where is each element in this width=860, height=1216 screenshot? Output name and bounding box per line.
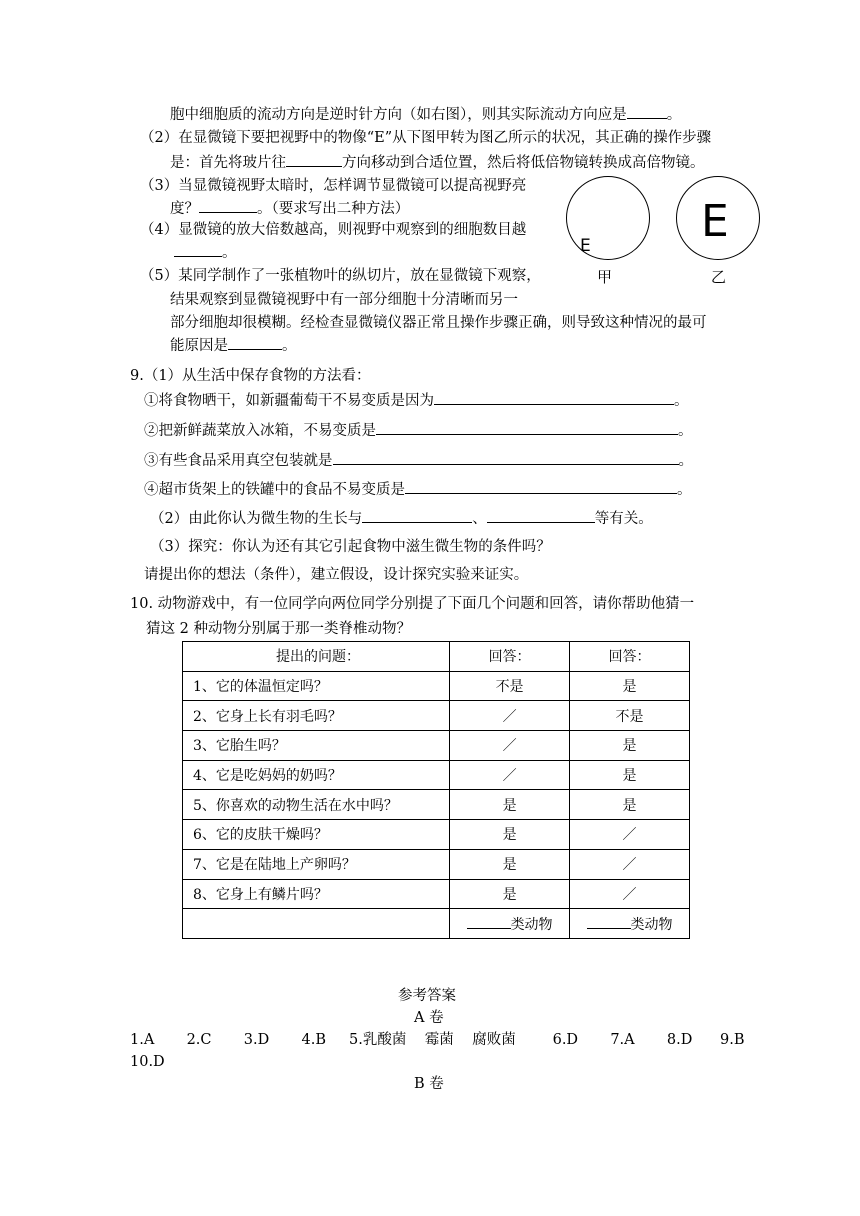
q9-item-1: ①将食物晒干，如新疆葡萄干不易变质是因为 。	[144, 390, 689, 411]
letter-e-large: E	[701, 196, 729, 247]
question-cell: 8、它身上有鳞片吗？	[183, 879, 450, 909]
table-row	[183, 849, 690, 879]
q10-line1: 10. 动物游戏中，有一位同学向两位同学分别提了下面几个问题和回答，请你帮助他猜一	[130, 596, 695, 612]
question-cell: 6、它的皮肤干燥吗？	[183, 820, 450, 850]
table-row	[183, 879, 690, 909]
answer-cell: ／	[450, 760, 570, 790]
answers-line-1: 1.A 2.C 3.D 4.B 5.乳酸菌 霉菌 腐败菌 6.D 7.A 8.D 9.B	[130, 1032, 745, 1048]
answer-cell: 是	[570, 760, 690, 790]
answers-section-b: B 卷	[414, 1076, 444, 1092]
header-answer-2: 回答：	[570, 642, 690, 672]
q8-part5-line1: （5）某同学制作了一张植物叶的纵切片，放在显微镜下观察，	[140, 268, 541, 284]
q8-continuation: 胞中细胞质的流动方向是逆时针方向（如右图），则其实际流动方向应是 。	[170, 104, 681, 125]
answer-cell: 类动物	[450, 909, 570, 939]
answer-cell: 是	[570, 731, 690, 761]
question-cell: 4、它是吃妈妈的奶吗？	[183, 760, 450, 790]
answer-blank[interactable]	[627, 104, 667, 119]
answer-blank[interactable]	[362, 508, 472, 523]
answers-title: 参考答案	[398, 988, 456, 1004]
answer-blank[interactable]	[199, 198, 257, 213]
answers-section-a: A 卷	[414, 1010, 444, 1026]
question-cell: 7、它是在陆地上产卵吗？	[183, 849, 450, 879]
letter-e-small: E	[580, 236, 591, 256]
answer-blank[interactable]	[405, 479, 677, 494]
question-cell: 1、它的体温恒定吗？	[183, 671, 450, 701]
q8-part2-line1: （2）在显微镜下要把视野中的物像“E”从下图甲转为图乙所示的状况，其正确的操作步骤	[140, 130, 712, 146]
question-cell: 2、它身上长有羽毛吗？	[183, 701, 450, 731]
answer-cell: 是	[450, 849, 570, 879]
answer-cell: ／	[570, 879, 690, 909]
q9-item-2: ②把新鲜蔬菜放入冰箱，不易变质是 。	[144, 420, 693, 441]
empty-cell	[183, 909, 450, 939]
answer-cell: ／	[570, 820, 690, 850]
q8-part5-line3: 部分细胞却很模糊。经检查显微镜仪器正常且操作步骤正确，则导致这种情况的最可	[170, 315, 707, 331]
q8-part3-line2: 度？ 。（要求写出二种方法）	[170, 198, 409, 219]
q8-part3-line1: （3）当显微镜视野太暗时，怎样调节显微镜可以提高视野亮	[140, 178, 527, 194]
q9-item-4: ④超市货架上的铁罐中的食品不易变质是 。	[144, 479, 692, 500]
table-row	[183, 671, 690, 701]
figure-label-yi: 乙	[711, 268, 727, 286]
q9-part2: （2）由此你认为微生物的生长与 、 等有关。	[150, 508, 653, 529]
answer-cell: 是	[450, 879, 570, 909]
table-row	[183, 820, 690, 850]
answer-blank[interactable]	[286, 152, 342, 167]
q8-part5-line4: 能原因是 。	[170, 335, 297, 356]
figure-label-jia: 甲	[597, 268, 613, 286]
answer-cell: ／	[450, 701, 570, 731]
answer-cell: 是	[570, 790, 690, 820]
answers-line-2: 10.D	[130, 1054, 165, 1070]
q9-item-3: ③有些食品采用真空包装就是 。	[144, 450, 693, 471]
answer-blank[interactable]	[333, 450, 679, 465]
field-of-view-jia	[566, 176, 650, 260]
answer-cell: 是	[450, 790, 570, 820]
q8-part5-line2: 结果观察到显微镜视野中有一部分细胞十分清晰而另一	[170, 292, 518, 308]
question-cell: 3、它胎生吗？	[183, 731, 450, 761]
answer-blank[interactable]	[487, 508, 595, 523]
answer-cell: 是	[570, 671, 690, 701]
question-cell: 5、你喜欢的动物生活在水中吗？	[183, 790, 450, 820]
table-row	[183, 731, 690, 761]
q8-part4-line1: （4）显微镜的放大倍数越高，则视野中观察到的细胞数目越	[140, 222, 527, 238]
answer-cell: ／	[570, 849, 690, 879]
answer-blank[interactable]	[376, 420, 678, 435]
q9-part4: 请提出你的想法（条件），建立假设，设计探究实验来证实。	[144, 567, 529, 583]
table-answer-row	[183, 909, 690, 939]
answer-cell: ／	[450, 731, 570, 761]
answer-cell: 不是	[450, 671, 570, 701]
q10-line2: 猜这 2 种动物分别属于那一类脊椎动物？	[146, 621, 411, 637]
answer-blank[interactable]	[467, 914, 511, 929]
answer-blank[interactable]	[174, 242, 222, 257]
table-row	[183, 701, 690, 731]
table-header-row	[183, 642, 690, 672]
header-question: 提出的问题：	[183, 642, 450, 672]
header-answer-1: 回答：	[450, 642, 570, 672]
answer-cell: 不是	[570, 701, 690, 731]
q9-part3: （3）探究：你认为还有其它引起食物中滋生微生物的条件吗？	[150, 539, 551, 555]
q8-part2-line2: 是：首先将玻片往 方向移动到合适位置，然后将低倍物镜转换成高倍物镜。	[170, 152, 705, 173]
answer-blank[interactable]	[587, 914, 631, 929]
answer-cell: 类动物	[570, 909, 690, 939]
table-row	[183, 790, 690, 820]
q9-title: 9.（1）从生活中保存食物的方法看：	[130, 368, 371, 384]
animal-question-table	[182, 641, 690, 939]
table-row	[183, 760, 690, 790]
answer-blank[interactable]	[228, 335, 282, 350]
answer-cell: 是	[450, 820, 570, 850]
answer-blank[interactable]	[434, 390, 674, 405]
q8-part4-line2: 。	[174, 242, 237, 263]
